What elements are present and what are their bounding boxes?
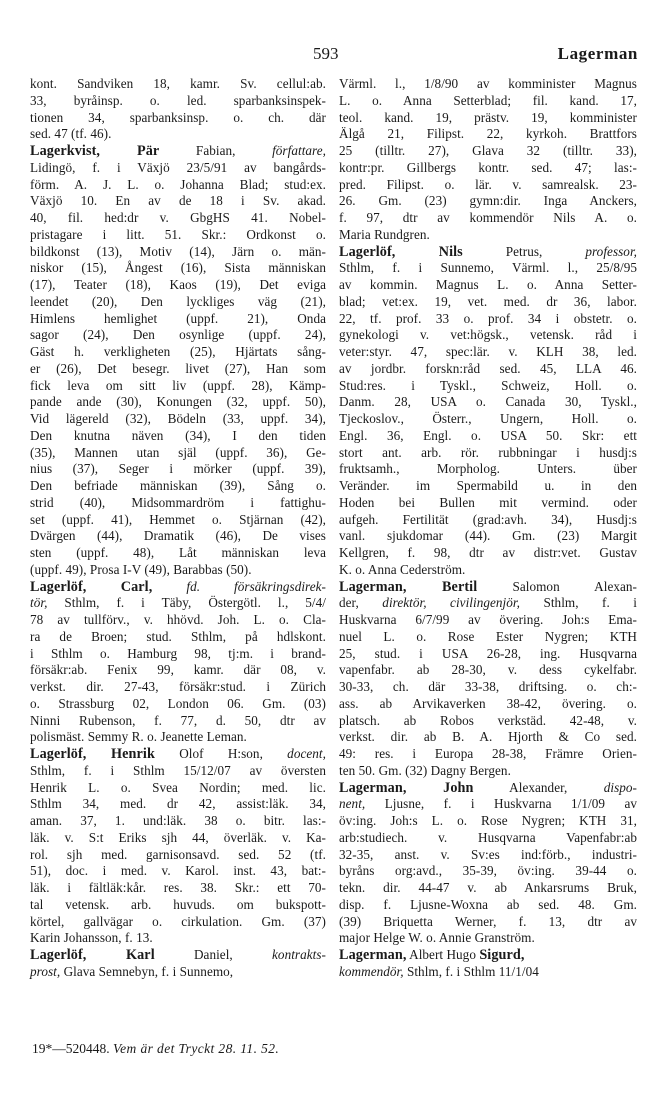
text-line [339, 445, 637, 462]
entry-text: verkst. dir. ab B. A. Hjorth & Co sed. [339, 729, 637, 745]
entry-text: Alexander, [473, 779, 604, 795]
text-line [339, 713, 637, 730]
imprint-note: Vem är det Tryckt 28. 11. 52. [113, 1041, 280, 1056]
entry-text: der, [339, 595, 383, 611]
text-line [339, 495, 637, 512]
text-line [30, 763, 326, 780]
entry-text: Sthlm, f. i [519, 595, 638, 611]
text-line [339, 545, 637, 562]
entry-text: Sthlm 34, med. dr 42, assist:läk. 34, [30, 796, 326, 812]
entry-name: Lagerman, John [339, 779, 474, 796]
text-line [339, 528, 637, 545]
entry-text: fruktsamh., Morpholog. Unters. über [339, 461, 637, 477]
entry-text: fick leva om sitt liv (uppf. 28), Kämp- [30, 377, 326, 393]
text-line [339, 294, 637, 311]
entry-text: 30-33, ch. där 33-38, driftsing. o. ch:- [339, 679, 637, 694]
text-line [30, 813, 326, 830]
text-line [339, 863, 637, 880]
entry-title: nent, [339, 796, 366, 812]
text-line [30, 863, 326, 880]
entry-text: Älgå 21, Filipst. 22, kyrkoh. Brattfors [339, 126, 637, 142]
entry-text: Tjeckoslov., Österr., Ungern, Holl. o. [339, 411, 637, 426]
entry-text: 26. Gm. (23) gymn:dir. Inga Anckers, [339, 193, 637, 209]
entry-text: f. 97, dtr av kommendör Nils A. o. [339, 210, 637, 225]
text-line [339, 696, 637, 713]
entry-text: Hoden bei Bullen mit vermind. oder [339, 494, 637, 510]
text-line [339, 428, 637, 445]
entry-text: o. Strassburg 02, London 06. Gm. (03) [30, 695, 326, 711]
entry-text: Den knutna näven (34), I den tiden [30, 427, 326, 443]
text-line [339, 662, 637, 679]
text-line [30, 378, 326, 395]
entry-text: Veränder. im Spermabild u. in den [339, 478, 637, 493]
entry-text: byråns org:avd., 35-39, öv:ing. 39-44 o. [339, 863, 637, 879]
text-line [30, 227, 326, 244]
entry-text: set (uppf. 41), Hemmet o. Stjärnan (42), [30, 511, 326, 527]
text-line [30, 210, 326, 227]
text-line [30, 914, 326, 931]
text-line [30, 729, 326, 746]
entry-text: (35), Mannen utan själ (uppf. 36), Ge- [30, 444, 326, 460]
page-footer [32, 1041, 279, 1057]
entry-text: Petrus, [462, 243, 586, 259]
entry-name: Lagerlöf, Carl, [30, 578, 153, 595]
entry-text: polismäst. Semmy R. o. Jeanette Leman. [30, 729, 247, 745]
entry-text: Sthlm, f. i Täby, Östergötl. l., 5/4/ [47, 595, 326, 611]
entry-text: tionen 34, sparbanksinsp. o. ch. där [30, 109, 326, 125]
text-line [339, 277, 637, 294]
text-line [30, 847, 326, 864]
text-line [30, 110, 326, 127]
text-line [339, 478, 637, 495]
entry-text: gynekologi v. vet:högsk., vetensk. råd i [339, 327, 637, 343]
entry-text: vanl. sjukdomar (44). Gm. (23) Margit [339, 528, 637, 544]
entry-text: ten 50. Gm. (32) Dagny Bergen. [339, 762, 511, 778]
text-line [30, 143, 326, 160]
text-line [30, 612, 326, 629]
text-line [339, 177, 637, 194]
entry-text: (39) Briquetta Werner, f. 13, dtr av [339, 913, 637, 929]
text-line [30, 830, 326, 847]
text-line [339, 880, 637, 897]
text-line [339, 193, 637, 210]
entry-text: Dvärgen (44), Dramatik (46), De vises [30, 528, 326, 544]
entry-text: Kellgren, f. 98, dtr av distr:vet. Gustav [339, 545, 637, 560]
text-line [30, 662, 326, 679]
entry-text: pristagare i litt. 51. Skr.: Ordkonst o. [30, 226, 326, 242]
text-line [30, 947, 326, 964]
text-line [30, 780, 326, 797]
text-line [30, 244, 326, 261]
entry-text: veter:styr. 47, spec:lär. v. KLH 38, led. [339, 344, 637, 359]
text-line [339, 461, 637, 478]
entry-text: Den befriade människan (39), Sång o. [30, 478, 326, 493]
entry-text: Ljusne, f. i Huskvarna 1/1/09 av [365, 796, 637, 812]
text-line [339, 227, 637, 244]
entry-text: av jordbr. forskn:råd sed. 45, LLA 46. [339, 360, 637, 376]
entry-text: Sthlm, f. i Sunnemo, Värml. l., 25/8/95 [339, 260, 637, 276]
entry-title: kommendör, [339, 963, 404, 979]
text-line [30, 193, 326, 210]
entry-text: strid (40), Midsommardröm i fattighu- [30, 494, 326, 510]
text-line [30, 411, 326, 428]
text-line [30, 595, 326, 612]
text-line [30, 495, 326, 512]
entry-title: professor, [585, 243, 638, 259]
text-line [339, 76, 637, 93]
text-line [30, 478, 326, 495]
entry-text: (uppf. 49), Prosa I-V (49), Barabbas (50). [30, 561, 252, 577]
entry-text: Värml. l., 1/8/90 av komminister Magnus [339, 76, 637, 91]
entry-text: Daniel, [154, 947, 273, 962]
text-line [30, 579, 326, 596]
text-line [339, 595, 637, 612]
entry-name: Lagerman, Bertil [339, 578, 478, 595]
entry-text: 40, fil. hed:dr v. GbgHS 41. Nobel- [30, 210, 326, 225]
entry-text: nuel L. o. Rose Ester Nygren; KTH [339, 628, 637, 644]
entry-text: Gäst h. verkligheten (25), Hjärtats sång- [30, 344, 326, 359]
text-line [30, 394, 326, 411]
entry-text: Sthlm, f. i Sthlm 15/12/07 av översten [30, 762, 326, 778]
entry-title: fd. försäkringsdirek- [152, 578, 326, 594]
entry-text: niskor (15), Ångest (16), Sista människan [30, 260, 326, 276]
entry-name: Lagerlöf, Nils [339, 243, 463, 260]
text-line [30, 311, 326, 328]
text-line [30, 93, 326, 110]
entry-text: stort ant. arb. rör. rubbningar i husdj:s [339, 444, 637, 460]
text-line [30, 277, 326, 294]
entry-text: ra de Broen; stud. Sthlm, på hdlskont. [30, 628, 326, 644]
entry-text: försäkr:ab. Fenix 99, kamr. där 08, v. [30, 662, 326, 678]
text-line [339, 813, 637, 830]
entry-text: öv:ing. Joh:s L. o. Rose Nygren; KTH 31, [339, 813, 637, 828]
text-line [339, 629, 637, 646]
entry-text: blad; vet:ex. 19, vet. med. dr 36, labor. [339, 293, 637, 309]
text-line [30, 445, 326, 462]
entry-text: Sthlm, f. i Sthlm 11/1/04 [403, 963, 539, 979]
entry-text: Fabian, [159, 143, 273, 158]
entry-text: Salomon Alexan- [477, 578, 638, 594]
entry-text: kontr:pr. Gillbergs kontr. sed. 47; las:- [339, 159, 637, 175]
entry-text: pande ande (30), Konungen (32, uppf. 50), [30, 394, 326, 410]
entry-text: läk. v. S:t Eriks sjh 44, överläk. v. Ka- [30, 829, 326, 845]
entry-text: rol. sjh med. garnisonsavd. sed. 52 (tf. [30, 846, 326, 862]
entry-text: Stud:res. i Tyskl., Schweiz, Holl. o. [339, 377, 637, 393]
entry-title: prost, [30, 963, 61, 979]
entry-text: tal vetensk. arb. huvuds. om bukspott- [30, 896, 326, 912]
text-line [30, 160, 326, 177]
entry-text: kont. Sandviken 18, kamr. Sv. cellul:ab. [30, 76, 326, 91]
entry-text: 22, tf. prof. 33 o. prof. 34 i obstetr. o. [339, 310, 637, 326]
entry-text: Ninni Rubenson, f. 77, d. 50, dtr av [30, 712, 326, 728]
entry-text: Karin Johansson, f. 13. [30, 930, 153, 946]
entry-text: 25 (tilltr. 27), Glava 32 (tilltr. 33), [339, 143, 637, 158]
text-line [339, 897, 637, 914]
entry-text: arb:studiech. v. Husqvarna Vapenfabr:ab [339, 829, 637, 845]
text-line [339, 847, 637, 864]
entry-title: kontrakts- [272, 947, 326, 962]
text-line [30, 696, 326, 713]
text-line [339, 126, 637, 143]
entry-text: Maria Rundgren. [339, 226, 430, 242]
entry-text: Engl. 36, Engl. o. USA 50. Skr: ett [339, 427, 637, 443]
text-line [30, 796, 326, 813]
entry-text: nius (37), Seger i mörker (uppf. 39), [30, 461, 326, 477]
text-line [339, 311, 637, 328]
text-line [339, 914, 637, 931]
text-line [30, 461, 326, 478]
text-line [339, 93, 637, 110]
text-line [30, 344, 326, 361]
text-line [30, 361, 326, 378]
entry-text: 33, byråinsp. o. led. sparbanksinspek- [30, 92, 326, 108]
text-line [339, 244, 637, 261]
text-line [339, 679, 637, 696]
entry-text: sten (uppf. 48), Låt människan leva [30, 545, 326, 560]
entry-title: docent, [287, 746, 326, 761]
entry-text: 78 av tullförv., v. hhövd. Joh. L. o. Cla- [30, 612, 326, 627]
text-line [30, 713, 326, 730]
text-line [30, 629, 326, 646]
entry-text: er (26), Det besegr. livet (27), Han som [30, 360, 326, 376]
entry-name: Lagerman, [339, 947, 407, 963]
entry-text: Växjö 10. En av de 18 i Sv. akad. [30, 193, 326, 209]
text-line [339, 411, 637, 428]
entry-text: läk. i fältläk:kår. res. 38. Skr.: ett 70- [30, 880, 326, 895]
entry-text: Vid lägereld (32), Bödeln (33, uppf. 34), [30, 411, 326, 426]
text-line [30, 964, 326, 981]
entry-text: Albert Hugo [406, 947, 480, 962]
text-line [30, 327, 326, 344]
text-line [339, 930, 637, 947]
entry-text: aman. 37, 1. und:läk. 38 o. bitr. las:- [30, 813, 326, 828]
text-line [30, 177, 326, 194]
text-line [339, 143, 637, 160]
text-line [30, 679, 326, 696]
text-line [339, 646, 637, 663]
entry-text: 25, stud. i USA 26-28, ing. Husqvarna [339, 645, 637, 661]
entry-text: körtel, gallvägar o. cirkulation. Gm. (37) [30, 913, 326, 929]
text-line [30, 76, 326, 93]
text-line [30, 126, 326, 143]
text-line [30, 930, 326, 947]
page-number: 593 [313, 44, 339, 63]
text-line [30, 746, 326, 763]
text-line [30, 260, 326, 277]
text-line [30, 294, 326, 311]
entry-text: disp. f. Ljusne-Woxna ab sed. 48. Gm. [339, 896, 637, 912]
entry-text: Glava Semnebyn, f. i Sunnemo, [60, 963, 234, 979]
entry-name: Lagerlöf, Henrik [30, 746, 155, 762]
entry-text: av kommin. Magnus L. o. Anna Setter- [339, 277, 637, 292]
entry-text: Danm. 28, USA o. Canada 30, Tyskl., [339, 394, 637, 410]
entry-text: ass. ab Arvikaverken 38-42, övering. o. [339, 695, 637, 711]
text-line [339, 612, 637, 629]
entry-text: Olof H:son, [154, 746, 288, 761]
text-line [339, 210, 637, 227]
entry-text: vapenfabr. ab 28-30, v. dess cykelfabr. [339, 662, 637, 678]
entry-text: Huskvarna 6/7/99 av övering. Joh:s Ema- [339, 612, 637, 627]
text-line [30, 897, 326, 914]
text-line [339, 378, 637, 395]
entry-text: Lidingö, f. i Växjö 23/5/91 av bangårds- [30, 159, 326, 175]
entry-text: sagor (24), Den osynlige (uppf. 24), [30, 327, 326, 343]
entry-text: L. o. Anna Setterblad; fil. kand. 17, [339, 92, 637, 108]
text-line [30, 512, 326, 529]
text-line [30, 545, 326, 562]
text-line [30, 528, 326, 545]
text-line [339, 947, 637, 964]
entry-text: bildkonst (13), Motiv (14), Järn o. män- [30, 243, 326, 259]
printer-signature: 19*—520448. [32, 1041, 110, 1056]
text-line [339, 512, 637, 529]
text-line [339, 160, 637, 177]
entry-text: aufgeh. Fertilität (grad:avh. 34), Husdj:s [339, 511, 637, 527]
entry-text: tekn. dir. 44-47 v. ab Ankarsrums Bruk, [339, 880, 637, 895]
text-line [339, 780, 637, 797]
entry-title: tör, [30, 595, 48, 611]
entry-text: (17), Teater (18), Kaos (19), Det eviga [30, 277, 326, 292]
text-line [339, 796, 637, 813]
entry-text: i Sthlm o. Hamburg 98, tj:m. i brand- [30, 645, 326, 661]
entry-text: sed. 47 (tf. 46). [30, 126, 112, 142]
left-column [30, 76, 326, 981]
entry-name: Sigurd, [479, 947, 525, 963]
entry-text: Himlens hemlighet (uppf. 21), Onda [30, 310, 326, 326]
entry-text: leendet (20), Den lyckliges väg (21), [30, 293, 326, 309]
text-line [30, 562, 326, 579]
entry-text: 49: res. i Europa 28-38, Främre Orien- [339, 746, 637, 761]
text-line [339, 361, 637, 378]
entry-title: direktör, civilingenjör, [382, 595, 520, 611]
entry-text: 51), doc. i med. v. Karol. inst. 43, bat:- [30, 863, 326, 879]
text-line [339, 394, 637, 411]
entry-text: platsch. ab Robos verkstäd. 42-48, v. [339, 712, 637, 728]
entry-title: dispo- [603, 779, 637, 795]
running-head: Lagerman [557, 44, 638, 63]
text-line [339, 562, 637, 579]
entry-text: K. o. Anna Cederström. [339, 561, 466, 577]
entry-text: pred. Filipst. o. lär. v. samrealsk. 23- [339, 176, 637, 192]
text-line [30, 428, 326, 445]
text-line [339, 344, 637, 361]
text-line [30, 880, 326, 897]
text-line [339, 729, 637, 746]
text-line [339, 763, 637, 780]
entry-text: teol. kand. 19, prästv. 19, komminister [339, 109, 637, 125]
text-line [339, 964, 637, 981]
entry-text: 32-35, anst. v. Sv:es ind:förb., industri- [339, 846, 637, 862]
page-header [0, 44, 664, 66]
entry-text: Henrik L. o. Svea Nordin; med. lic. [30, 779, 326, 795]
text-line [339, 746, 637, 763]
text-line [339, 327, 637, 344]
text-line [339, 260, 637, 277]
right-column [339, 76, 637, 981]
entry-text: förm. A. J. L. o. Johanna Blad; stud:ex. [30, 176, 326, 192]
entry-text: verkst. dir. 27-43, försäkr:stud. i Zürich [30, 679, 326, 694]
entry-title: författare, [272, 143, 326, 158]
entry-text: major Helge W. o. Annie Granström. [339, 930, 535, 946]
text-line [339, 830, 637, 847]
entry-name: Lagerlöf, Karl [30, 947, 155, 963]
text-line [339, 579, 637, 596]
entry-name: Lagerkvist, Pär [30, 143, 160, 159]
text-line [339, 110, 637, 127]
text-line [30, 646, 326, 663]
